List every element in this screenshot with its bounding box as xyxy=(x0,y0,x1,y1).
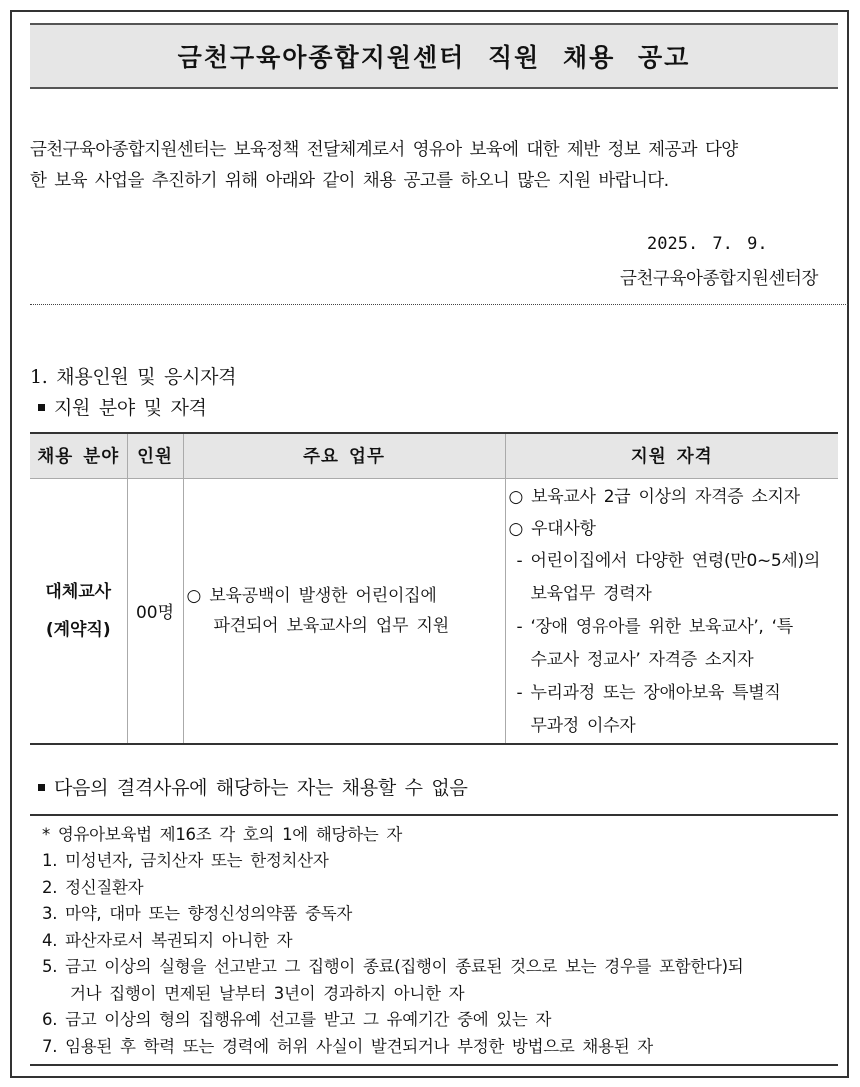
list-item: 2. 정신질환자 xyxy=(42,877,144,897)
section1-subheading xyxy=(38,393,207,420)
list-item: 7. 임용된 후 학력 또는 경력에 허위 사실이 발견되거나 부정한 방법으로 채용된 자 xyxy=(42,1036,653,1056)
field-cell xyxy=(30,478,127,744)
preference-line: - 어린이집에서 다양한 연령(만0~5세)의 xyxy=(516,550,820,571)
preference-item xyxy=(509,545,835,611)
section1-heading: 1. 채용인원 및 응시자격 xyxy=(30,366,237,388)
list-item: 3. 마약, 대마 또는 향정신성의약품 중독자 xyxy=(42,904,353,923)
list-item: 4. 파산자로서 복권되지 아니한 자 xyxy=(42,930,293,950)
duty-line: 파견되어 보육교사의 업무 지원 xyxy=(213,615,449,636)
preference-line: - 누리과정 또는 장애아보육 특별직 xyxy=(516,682,781,703)
table-row xyxy=(30,478,838,744)
disqualification-box xyxy=(30,814,838,1066)
signer: 금천구육아종합지원센터장 xyxy=(619,269,818,289)
table-header-row xyxy=(30,433,838,478)
list-item: 6. 금고 이상의 형의 집행유예 선고를 받고 그 유예기간 중에 있는 자 xyxy=(42,1010,552,1029)
announcement-date: 2025. 7. 9. xyxy=(647,234,768,254)
preference-line: 보육업무 경력자 xyxy=(530,583,652,604)
list-item-continuation: 거나 집행이 면제된 날부터 3년이 경과하지 아니한 자 xyxy=(70,983,465,1003)
page-title: 금천구육아종합지원센터 직원 채용 공고 xyxy=(177,43,691,72)
preference-line: - ‘장애 영유아를 위한 보육교사’, ‘특 xyxy=(516,616,793,637)
qualification-cell xyxy=(505,478,838,744)
preference-item xyxy=(509,677,835,743)
intro-paragraph xyxy=(30,135,845,197)
list-item xyxy=(42,954,838,1007)
header-cell: 주요 업무 xyxy=(183,433,505,478)
section2-heading-text: 다음의 결격사유에 해당하는 자는 채용할 수 없음 xyxy=(54,777,468,799)
title-banner xyxy=(30,23,838,89)
intro-line: 한 보육 사업을 추진하기 위해 아래와 같이 채용 공고를 하오니 많은 지원 바랍니다. xyxy=(30,171,669,191)
disqualification-note: * 영유아보육법 제16조 각 호의 1에 해당하는 자 xyxy=(42,825,403,844)
section2-heading xyxy=(38,773,468,800)
duty-line: ○ 보육공백이 발생한 어린이집에 xyxy=(186,585,437,606)
square-bullet-icon xyxy=(38,784,45,791)
disqualification-list xyxy=(42,848,838,1060)
header-cell: 인원 xyxy=(127,433,183,478)
subheading-text: 지원 분야 및 자격 xyxy=(54,397,207,419)
header-cell: 지원 자격 xyxy=(505,433,838,478)
qualification-item: ○ 우대사항 xyxy=(508,518,596,539)
count-cell: 00명 xyxy=(127,478,183,744)
header-cell: 채용 분야 xyxy=(30,433,127,478)
preference-line: 수교사 정교사’ 자격증 소지자 xyxy=(530,649,754,670)
field-name: 대체교사 xyxy=(45,581,112,602)
intro-line: 금천구육아종합지원센터는 보육정책 전달체계로서 영유아 보육에 대한 제반 정보 제공과 다양 xyxy=(30,140,738,160)
field-type: (계약직) xyxy=(45,619,111,640)
list-item: 1. 미성년자, 금치산자 또는 한정치산자 xyxy=(42,851,329,870)
preference-item xyxy=(509,611,835,677)
duty-cell xyxy=(183,478,505,744)
qualification-item: ○ 보육교사 2급 이상의 자격증 소지자 xyxy=(508,486,800,507)
dotted-divider xyxy=(30,304,848,305)
square-bullet-icon xyxy=(38,404,45,411)
preference-line: 무과정 이수자 xyxy=(530,715,636,736)
list-item-line: 5. 금고 이상의 실형을 선고받고 그 집행이 종료(집행이 종료된 것으로 보는 경우를 포함한다)되 xyxy=(42,957,744,976)
recruitment-table xyxy=(30,432,838,745)
